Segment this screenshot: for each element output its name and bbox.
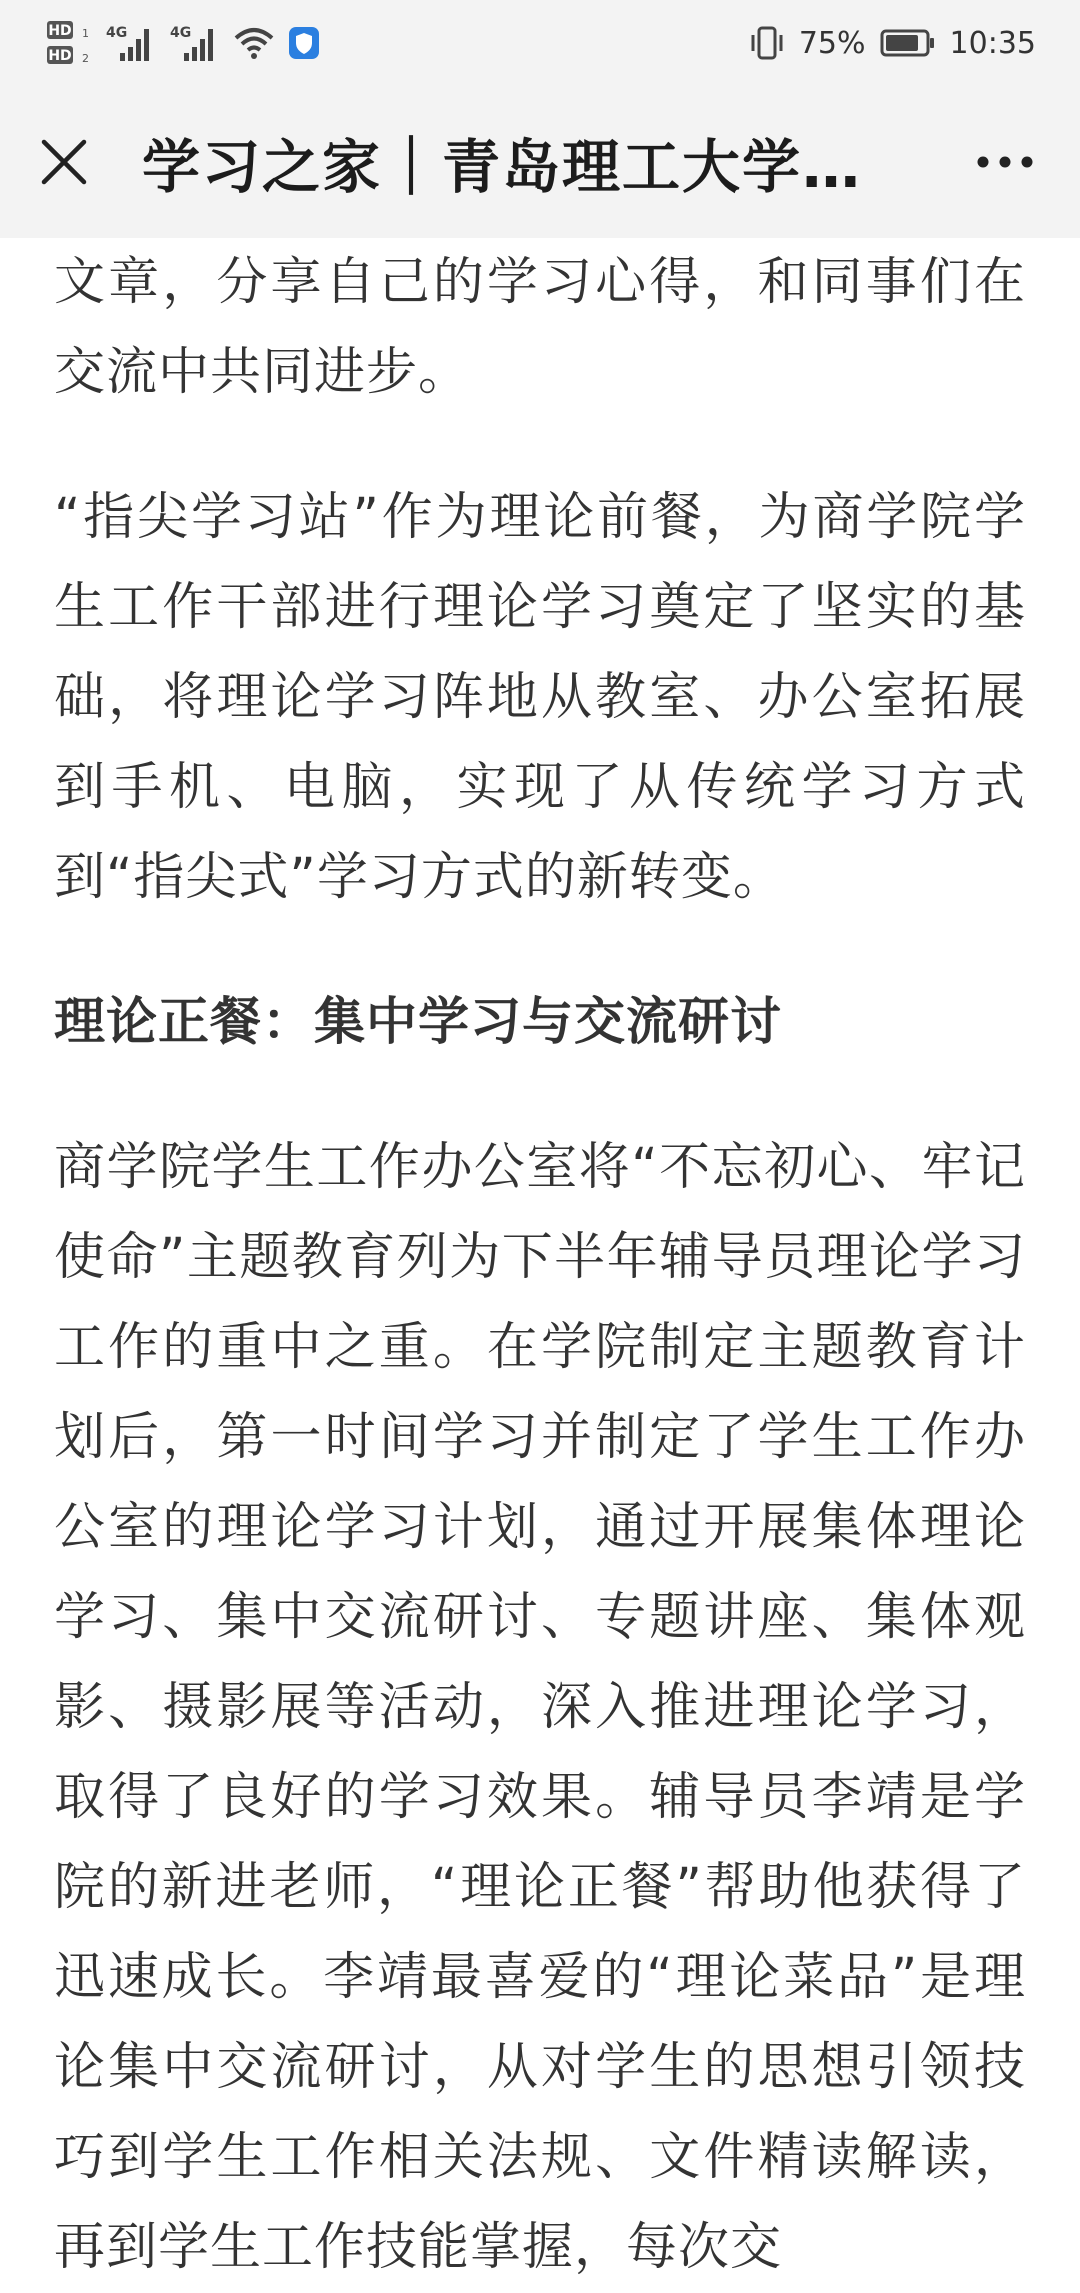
paragraph-gap bbox=[54, 923, 1026, 978]
vibrate-icon bbox=[749, 26, 785, 60]
page-title: 学习之家｜青岛理工大学… bbox=[142, 133, 863, 201]
article-paragraph-2: “指尖学习站”作为理论前餐，为商学院学生工作干部进行理论学习奠定了坚实的基础，将理论学习阵地从教室、办公室拓展到手机、电脑，实现了从传统学习方式到“指尖式”学习方式的新转变。 bbox=[54, 488, 1026, 907]
paragraph-gap bbox=[54, 418, 1026, 473]
svg-text:2: 2 bbox=[82, 52, 89, 65]
status-bar bbox=[0, 0, 1080, 86]
svg-text:4G: 4G bbox=[106, 25, 128, 41]
wifi-icon bbox=[234, 26, 274, 60]
battery-icon bbox=[880, 28, 936, 58]
article-paragraph-3: 商学院学生工作办公室将“不忘初心、牢记使命”主题教育列为下半年辅导员理论学习工作的重中之重。在学院制定主题教育计划后，第一时间学习并制定了学生工作办公室的理论学习计划，通过开展集体理论学习、集中交流研讨、专题讲座、集体观影、摄影展等活动，深入推进理论学习，取得了良好的学习效果。辅导员李靖是学院的新进老师，“理论正餐”帮助他获得了迅速成长。李靖最喜爱的“理论菜品”是理论集中交流研讨，从对学生的思想引领技巧到学生工作相关法规、文件精读解读，再到学生工作技能掌握，每次交 bbox=[54, 1138, 1026, 2277]
article-content bbox=[54, 238, 1026, 2277]
shield-icon bbox=[288, 26, 320, 60]
svg-text:4G: 4G bbox=[170, 25, 192, 41]
paragraph-gap bbox=[54, 1068, 1026, 1123]
svg-text:HD: HD bbox=[48, 23, 72, 39]
dual-sim-hd-icon bbox=[46, 18, 92, 68]
signal-sim1-icon bbox=[106, 23, 156, 63]
close-button[interactable] bbox=[36, 134, 92, 190]
article-paragraph-1: 文章，分享自己的学习心得，和同事们在交流中共同进步。 bbox=[54, 253, 1026, 402]
signal-sim2-icon bbox=[170, 23, 220, 63]
nav-bar bbox=[0, 86, 1080, 238]
battery-percent: 75% bbox=[798, 25, 866, 61]
section-heading: 理论正餐：集中学习与交流研讨 bbox=[54, 993, 783, 1052]
more-options-button[interactable] bbox=[970, 134, 1040, 190]
status-right-group bbox=[749, 26, 1036, 61]
status-left-group bbox=[46, 18, 320, 68]
svg-text:HD: HD bbox=[48, 48, 72, 64]
clock-time: 10:35 bbox=[949, 25, 1036, 61]
close-icon bbox=[40, 138, 88, 186]
svg-text:1: 1 bbox=[82, 27, 89, 40]
more-icon bbox=[975, 155, 1035, 169]
